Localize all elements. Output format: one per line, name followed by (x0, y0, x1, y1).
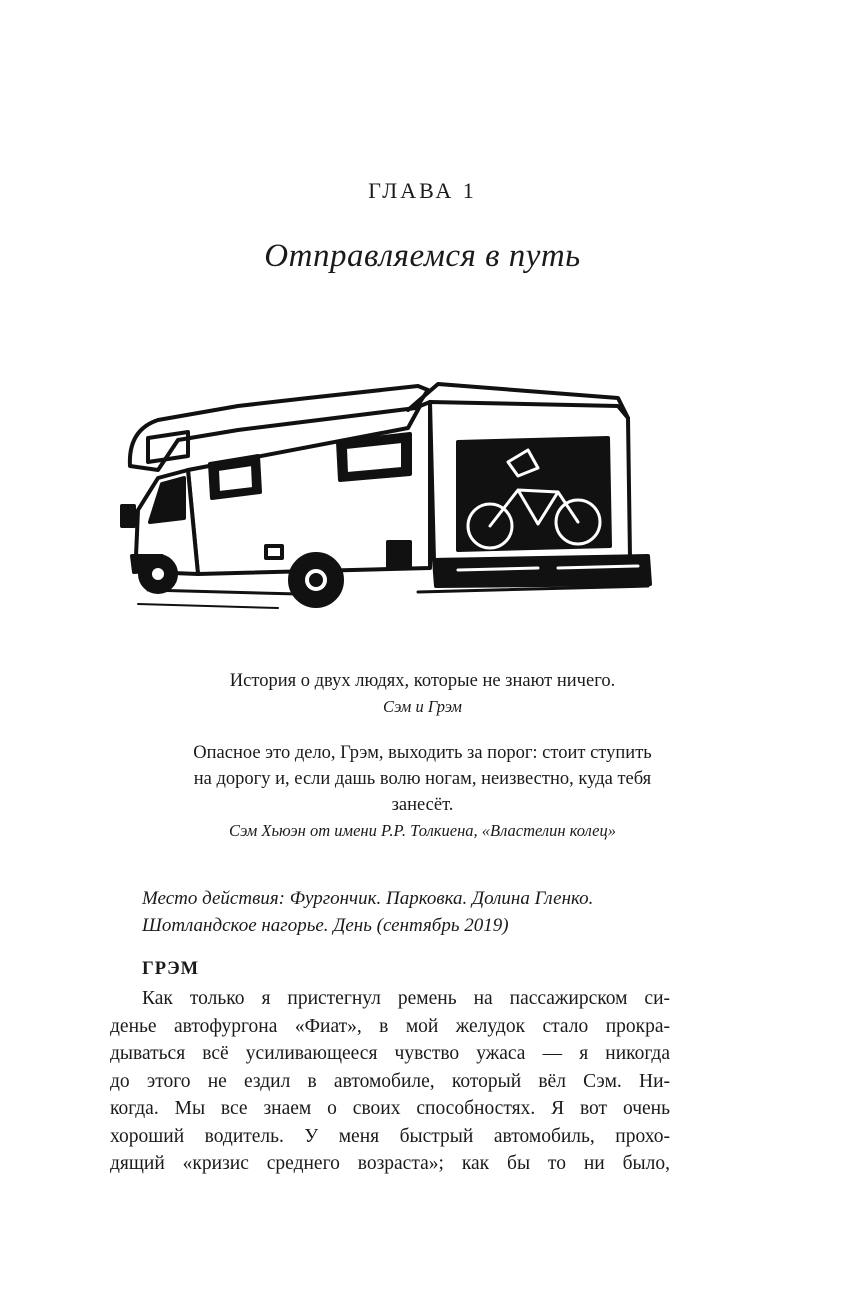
epigraph-line: Опасное это дело, Грэм, выходить за порог: стоит ступить (193, 743, 652, 763)
setting-line: Место действия: Фургончик. Парковка. Долина Гленко. (142, 888, 594, 909)
body-line: когда. Мы все знаем о своих способностях. Я вот очень (110, 1098, 670, 1119)
epigraph-line: на дорогу и, если дашь волю ногам, неизвестно, куда тебя (193, 769, 652, 789)
chapter-title: Отправляемся в путь (264, 238, 581, 274)
epigraph-line: занесёт. (391, 795, 454, 815)
epigraph-attribution: Сэм и Грэм (383, 697, 462, 716)
body-line: дываться всё усиливающееся чувство ужаса — я никогда (110, 1043, 670, 1064)
body-line: денье автофургона «Фиат», в мой желудок стало прокра- (110, 1015, 670, 1037)
scene-setting (142, 885, 702, 939)
body-paragraph (110, 985, 670, 1178)
epigraph-line: История о двух людях, которые не знают ничего. (229, 671, 616, 691)
speaker-name: ГРЭМ (142, 959, 200, 979)
body-line: до этого не ездил в автомобиле, который вёл Сэм. Ни- (110, 1070, 670, 1092)
body-line: хороший водитель. У меня быстрый автомобиль, прохо- (110, 1125, 670, 1147)
body-line: дящий «кризис среднего возраста»; как бы то ни было, (110, 1153, 670, 1174)
epigraph-attribution: Сэм Хьюэн от имени Р.Р. Толкиена, «Властелин колец» (228, 821, 617, 840)
epigraph-1 (110, 668, 735, 720)
body-line: Как только я пристегнул ремень на пассажирском си- (142, 988, 670, 1009)
setting-line: Шотландское нагорье. День (сентябрь 2019) (142, 915, 509, 936)
epigraph-2 (110, 740, 735, 844)
motorhome-with-bicycles-illustration (118, 378, 666, 612)
chapter-label: ГЛАВА 1 (368, 178, 477, 203)
